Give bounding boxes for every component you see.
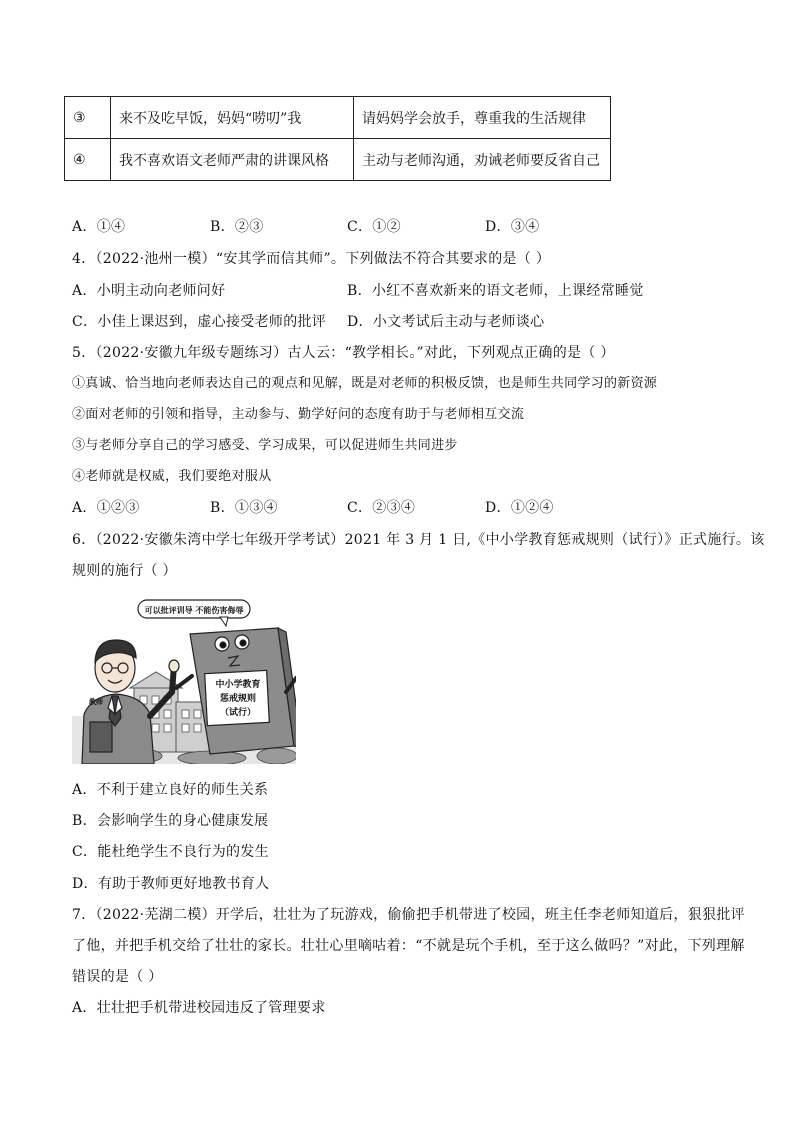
table-cell-response: 主动与老师沟通，劝诫老师要反省自己 (354, 139, 611, 181)
table-cell-situation: 来不及吃早饭，妈妈“唠叨”我 (111, 97, 354, 139)
table-cell-situation: 我不喜欢语文老师严肃的讲课风格 (111, 139, 354, 181)
q5-statement-2: ②面对老师的引领和指导，主动参与、勤学好问的态度有助于与老师相互交流 (72, 407, 525, 422)
q7-option-a: A．壮壮把手机带进校园违反了管理要求 (72, 1000, 326, 1016)
q7-stem-line1: 7．（2022·芜湖二模）开学后，壮壮为了玩游戏，偷偷把手机带进了校园，班主任李老师知道后，狠狠批评 (72, 907, 745, 923)
table-cell-num: ③ (65, 97, 111, 139)
q4-stem: 4．（2022·池州一模）“安其学而信其师”。下列做法不符合其要求的是（ ） (72, 251, 551, 267)
cartoon-illustration (72, 596, 296, 764)
q5-option-d: D．①②④ (485, 500, 554, 516)
q4-option-b: B．小红不喜欢新来的语文老师，上课经常睡觉 (347, 283, 644, 299)
q3-option-b: B．②③ (210, 219, 264, 235)
q6-option-d: D．有助于教师更好地教书育人 (72, 876, 270, 892)
table-row (65, 139, 611, 181)
q5-option-b: B．①③④ (210, 500, 278, 516)
q6-option-a: A．不利于建立良好的师生关系 (72, 782, 269, 798)
book-title-line2: 惩戒规则 (219, 694, 257, 704)
teacher-label: 教师 (89, 698, 103, 706)
q5-stem: 5．（2022·安徽九年级专题练习）古人云：“教学相长。”对此，下列观点正确的是（ ） (72, 345, 615, 361)
q3-option-a: A．①④ (72, 219, 126, 235)
table-cell-response: 请妈妈学会放手，尊重我的生活规律 (354, 97, 611, 139)
speech-bubble-text: 可以批评训导 不能伤害侮辱 (144, 606, 244, 615)
table-cell-num: ④ (65, 139, 111, 181)
q6-option-c: C．能杜绝学生不良行为的发生 (72, 844, 269, 860)
q6-stem-line2: 规则的施行（ ） (72, 563, 177, 579)
table-row (65, 97, 611, 139)
q3-option-d: D．③④ (485, 219, 540, 235)
q3-option-c: C．①② (347, 219, 401, 235)
book-title-line1: 中小学教育 (215, 680, 261, 690)
q5-statement-3: ③与老师分享自己的学习感受、学习成果，可以促进师生共同进步 (72, 438, 458, 453)
q7-stem-line3: 错误的是（ ） (72, 969, 163, 985)
q5-statement-1: ①真诚、恰当地向老师表达自己的观点和见解，既是对老师的积极反馈，也是师生共同学习的新资源 (72, 376, 658, 391)
book-title-line3: （试行） (219, 708, 257, 718)
q4-option-c: C．小佳上课迟到，虚心接受老师的批评 (72, 314, 327, 330)
comparison-table (64, 96, 611, 181)
q6-stem-line1: 6．（2022·安徽朱湾中学七年级开学考试）2021 年 3 月 1 日,《中小学教育惩戒规则（试行）》正式施行。该 (72, 532, 765, 548)
q7-stem-line2: 了他，并把手机交给了壮壮的家长。壮壮心里嘀咕着：“不就是玩个手机，至于这么做吗？”对此，下列理解 (72, 938, 745, 954)
q4-option-a: A．小明主动向老师问好 (72, 283, 226, 299)
q4-option-d: D．小文考试后主动与老师谈心 (347, 314, 545, 330)
q5-option-a: A．①②③ (72, 500, 140, 516)
q5-option-c: C．②③④ (347, 500, 416, 516)
q6-option-b: B．会影响学生的身心健康发展 (72, 813, 269, 829)
cartoon-svg (72, 596, 296, 764)
q5-statement-4: ④老师就是权威，我们要绝对服从 (72, 469, 272, 484)
